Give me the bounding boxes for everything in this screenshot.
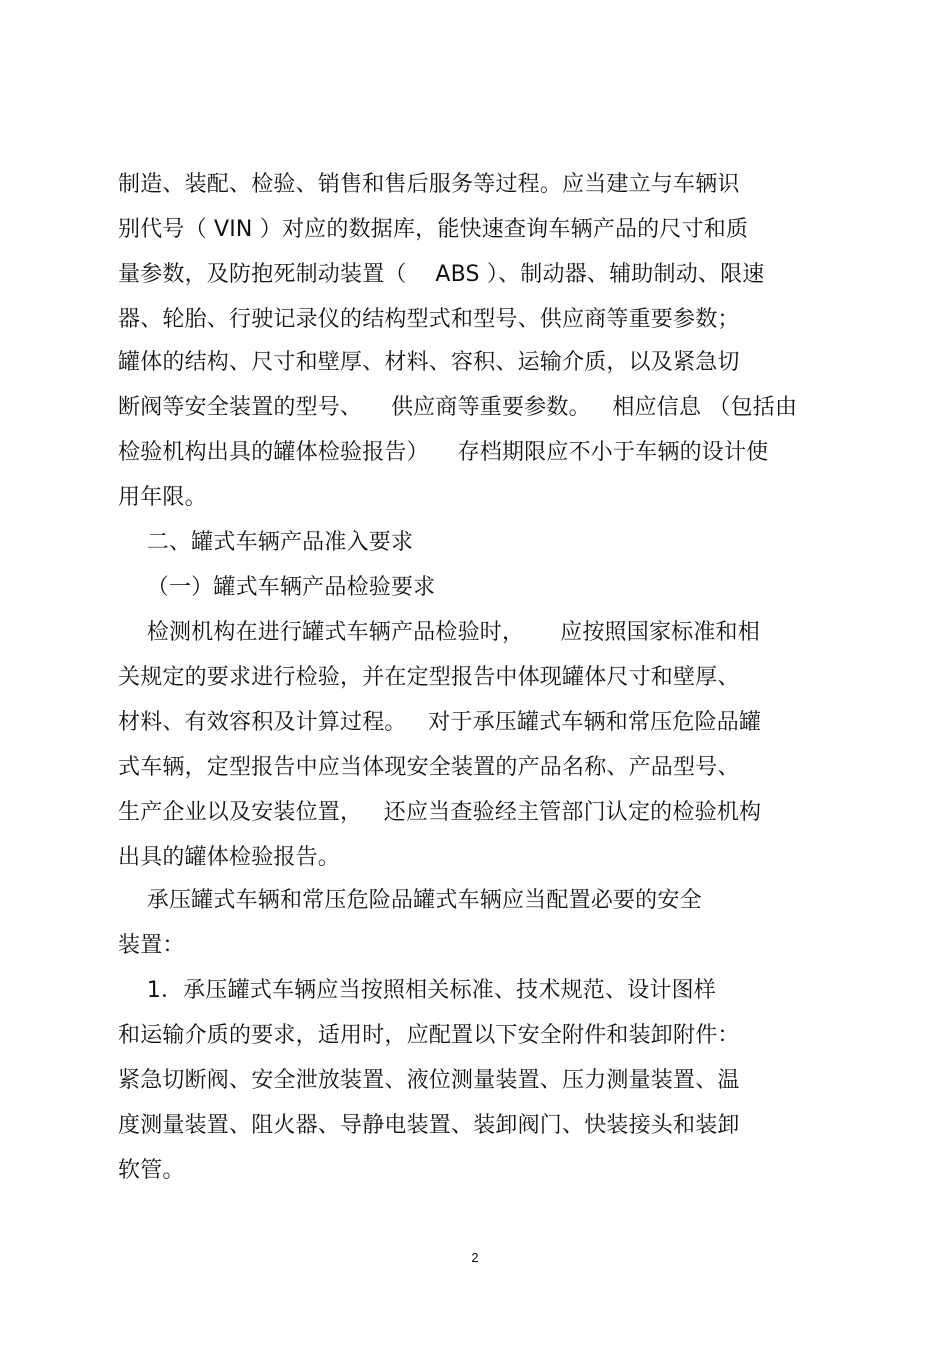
text-line: 和运输介质的要求，适用时，应配置以下安全附件和装卸附件：	[118, 1023, 740, 1048]
text-line: 紧急切断阀、安全泄放装置、液位测量装置、压力测量装置、温	[118, 1068, 740, 1093]
text-line: 软管。	[118, 1158, 185, 1183]
text-line: 关规定的要求进行检验，并在定型报告中体现罐体尺寸和壁厚、	[118, 665, 740, 690]
text-line: 量参数，及防抱死制动装置（ ABS ）、制动器、辅助制动、限速	[118, 262, 765, 287]
text-line: 生产企业以及安装位置， 还应当查验经主管部门认定的检验机构	[118, 800, 762, 825]
text-line: 式车辆，定型报告中应当体现安全装置的产品名称、产品型号、	[118, 755, 740, 780]
text-line: 检验机构出具的罐体检验报告） 存档期限应不小于车辆的设计使	[118, 440, 769, 465]
list-item: 1．承压罐式车辆应当按照相关标准、技术规范、设计图样	[118, 978, 716, 1003]
text-line: 检测机构在进行罐式车辆产品检验时， 应按照国家标准和相	[118, 620, 760, 645]
section-heading: 二、罐式车辆产品准入要求	[118, 530, 414, 555]
text-line: 制造、装配、检验、销售和售后服务等过程。应当建立与车辆识	[118, 172, 740, 197]
text-line: 器、轮胎、行驶记录仪的结构型式和型号、供应商等重要参数；	[118, 307, 740, 332]
text-line: 材料、有效容积及计算过程。 对于承压罐式车辆和常压危险品罐	[118, 710, 762, 735]
text-line: 罐体的结构、尺寸和壁厚、材料、容积、运输介质，以及紧急切	[118, 350, 740, 375]
subsection-heading: （一）罐式车辆产品检验要求	[118, 575, 436, 600]
text-line: 承压罐式车辆和常压危险品罐式车辆应当配置必要的安全	[118, 888, 702, 913]
text-line: 用年限。	[118, 485, 207, 510]
page-number: 2	[471, 1250, 479, 1265]
text-line: 出具的罐体检验报告。	[118, 845, 341, 870]
text-line: 装置：	[118, 933, 185, 958]
text-line: 断阀等安全装置的型号、 供应商等重要参数。 相应信息 （包括由	[118, 395, 798, 420]
text-line: 度测量装置、阻火器、导静电装置、装卸阀门、快装接头和装卸	[118, 1113, 740, 1138]
text-line: 别代号（ VIN ）对应的数据库，能快速查询车辆产品的尺寸和质	[118, 217, 749, 242]
